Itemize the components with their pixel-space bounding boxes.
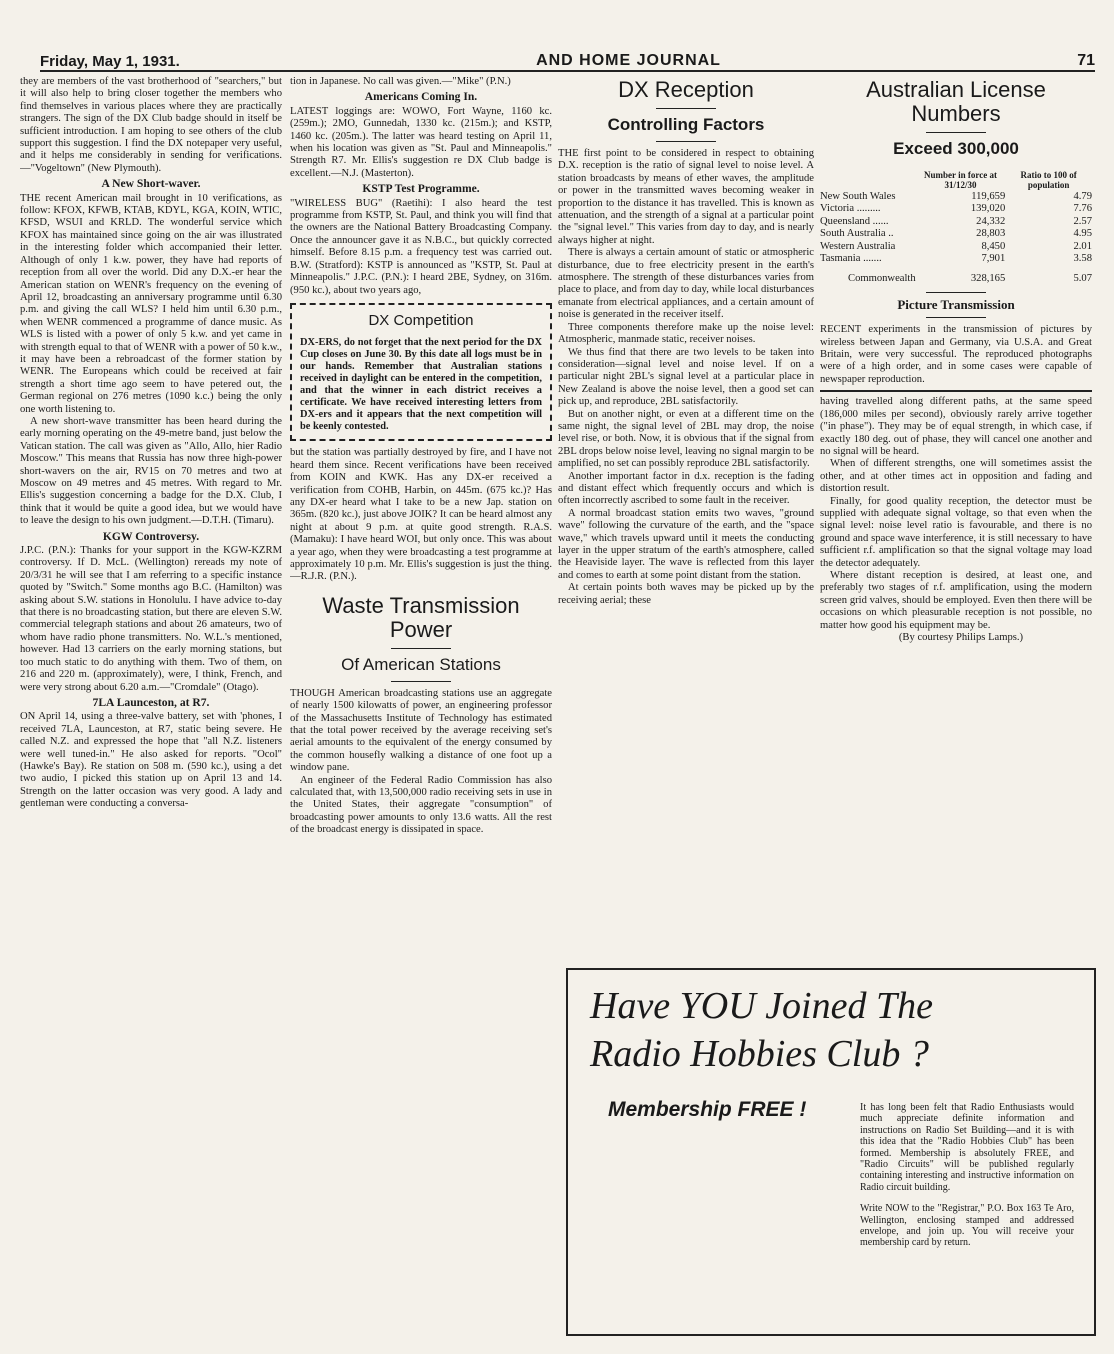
article-text: Another important factor in d.x. reception is the fading and distant effect which frequently occurs and which is often incorrectly ascribed to some fault in the receiver. <box>558 470 814 507</box>
article-headline: Australian License Numbers <box>866 77 1046 126</box>
divider <box>926 292 986 293</box>
license-count: 119,659 <box>971 191 1006 202</box>
journal-title: AND HOME JOURNAL <box>536 52 721 69</box>
table-row <box>820 203 1092 215</box>
section-heading: KSTP Test Programme. <box>362 182 480 196</box>
ad-text: Write NOW to the "Registrar," P.O. Box 163 Te Aro, Wellington, enclosing stamped and addressed envelope, and join up. You will receive your membership card by return. <box>860 1203 1074 1249</box>
article-text: Where distant reception is desired, at least one, and preferably two stages of r.f. amplification, using the modern screen grid valves, should be employed. Even then there will be occasions on which pleasurable reception is not possible, no matter how good his equipment may be. <box>820 569 1092 631</box>
license-ratio: 2.57 <box>1073 215 1092 227</box>
section-heading: KGW Controversy. <box>102 529 200 543</box>
article-text: ON April 14, using a three-valve battery, set with 'phones, I received 7LA, Launceston, at R7, static being severe. He called N.Z. and expressed the hope that "all N.Z. listeners were well tuned-in." He also asked for reports. "Ocol" (Hawke's Bay). Re station on 508 m. (590 kc.), using a det two audio, I picked this station up on April 13 and 14. Strength on the latter occasion was very good. A lady and gentleman were conducting a conversa- <box>20 711 282 810</box>
table-header: Ratio to 100 of population <box>1020 170 1077 190</box>
state-name: New South Wales <box>820 191 896 202</box>
box-title: DX Competition <box>368 311 474 329</box>
page-number: 71 <box>1077 52 1095 69</box>
ad-membership: Membership FREE ! <box>608 1098 807 1121</box>
license-count: 328,165 <box>970 273 1006 285</box>
article-headline: DX Reception <box>618 77 754 102</box>
state-name: Western Australia <box>820 240 896 252</box>
divider <box>656 108 716 109</box>
divider <box>656 141 716 142</box>
table-total-row <box>820 265 1092 285</box>
column-2 <box>290 76 552 1344</box>
license-count: 7,901 <box>981 253 1006 265</box>
radio-hobbies-club-ad <box>566 968 1096 1336</box>
license-table <box>820 169 1092 286</box>
article-text: THE first point to be considered in respect to obtaining D.X. reception is the ratio of signal level to noise level. A station broadcasts by means of ether waves, the amplitude or power in the transmitted waves becoming weaker in proportion to the distance it has travelled. This is known as attenuation, and the strength of a signal at a particular point the "signal level." This varies from day to day, and is nearly always higher at night. <box>558 148 814 246</box>
article-text: J.P.C. (P.N.): Thanks for your support in the KGW-KZRM controversy. If D. McL. (Wellington) rereads my note of 20/3/31 he will see that I am referring to a specific instance quoted by "Switch." Some months ago B.C. (Hamilton) was asking about S.W. stations in Honolulu. I have advice to-day that there is no broadcasting station, but there are eleven S.W. commercial telegraph stations and about 26 amateurs, two of whom have radio phone transmitters. No. W.L.'s mentioned, however. Had 13 carriers on the early morning stations, but too much static to do anything with them. Two of them, on 216 and 220 m. (approximately), were, I think, French, and were very strong about 6.20 a.m.—"Cromdale" (Otago). <box>20 545 282 693</box>
table-row <box>820 241 1092 253</box>
license-ratio: 5.07 <box>1073 273 1092 285</box>
dx-competition-box <box>290 303 552 441</box>
state-name: Tasmania ....... <box>820 253 882 265</box>
license-ratio: 4.79 <box>1073 191 1092 202</box>
article-text: Three components therefore make up the noise level: Atmospheric, manmade static, receiver noises. <box>558 321 814 346</box>
state-name: Victoria ......... <box>820 203 881 215</box>
article-text: tion in Japanese. No call was given.—"Mike" (P.N.) <box>290 76 511 87</box>
article-text: LATEST loggings are: WOWO, Fort Wayne, 1160 kc. (259m.); 2MO, Gunnedah, 1330 kc. (215m.); and KSTP, 1460 kc. (205m.). The latter was heard testing on April 11, when his location was given as "St. Paul and Minneapolis." Strength R7. Mr. Ellis's suggestion re DX Club badge is excellent.—N.J. (Masterton). <box>290 105 552 179</box>
article-text: When of different strengths, one will sometimes assist the other, and at other times act in opposition and fading and distortion result. <box>820 458 1092 495</box>
divider <box>391 681 451 682</box>
ad-body <box>860 1102 1074 1259</box>
article-text: At certain points both waves may be picked up by the receiving aerial; these <box>558 582 814 606</box>
column-1 <box>20 76 282 1344</box>
table-row <box>820 228 1092 240</box>
divider <box>926 132 986 133</box>
divider <box>926 317 986 318</box>
state-name: South Australia .. <box>820 228 894 240</box>
article-text: Finally, for good quality reception, the detector must be supplied with adequate signal voltage, so that even when the signal level: noise level ratio is favourable, and there is no ground and space wave interference, it is still necessary to have sufficient r.f. amplification so that the signal voltage may load the detector adequately. <box>820 495 1092 569</box>
article-text: but the station was partially destroyed by fire, and I have not heard them since. Recent verifications have been received from KOIN and KWK. Has any DX-er received a verification from COHB, Harbin, on 445m. (675 kc.)? Has any DX-er heard what I take to be a new Jap. station on 365m. (820 kc.), just above JOIK? It can be heard almost any night at about 9 p.m. at quite good strength. R.A.S. (Mamaku): I have heard WOI, but only once. This was about a year ago, when they were broadcasting a test programme at approximately 10 p.m. Mr. Ellis's suggestion is just the thing.—R.J.R. (P.N.). <box>290 447 552 583</box>
state-name: Commonwealth <box>848 273 916 285</box>
divider <box>391 648 451 649</box>
issue-date: Friday, May 1, 1931. <box>40 53 180 70</box>
article-credit: (By courtesy Philips Lamps.) <box>898 632 1024 643</box>
section-heading: Picture Transmission <box>897 296 1015 312</box>
article-text: An engineer of the Federal Radio Commission has also calculated that, with 13,500,000 radio receiving sets in use in the United States, their aggregate "consumption" of broadcasting power amounts to only 13.6 watts. All the rest of the broadcast energy is dissipated in space. <box>290 774 552 836</box>
article-subheadline: Of American Stations <box>341 654 501 674</box>
license-ratio: 7.76 <box>1073 203 1092 215</box>
divider <box>820 390 1092 392</box>
article-text: RECENT experiments in the transmission of pictures by wireless between Japan and Germany, via U.S.A. and Great Britain, were very successful. The reproduced photographs were of a high order, and in some cases were capable of newspaper reproduction. <box>820 324 1092 385</box>
section-heading: 7LA Launceston, at R7. <box>92 695 210 709</box>
ad-headline-1: Have YOU Joined The <box>590 985 933 1027</box>
license-ratio: 2.01 <box>1073 240 1092 252</box>
license-ratio: 4.95 <box>1073 228 1092 240</box>
ad-text: It has long been felt that Radio Enthusiasts would much appreciate definite information and instructions on Radio Set Building—and it is with this idea that the "Radio Hobbies Club" has been formed. Membership is absolutely FREE, and "Radio Circuits" will be published regularly containing interesting and instructive information on Radio circuit building. <box>860 1102 1074 1193</box>
article-text: THOUGH American broadcasting stations use an aggregate of nearly 1500 kilowatts of power, an engineering professor of the Massachusetts Institute of Technology has estimated that the total power received by the average receiving set's aerial amounts to the equivalent of the energy consumed by the common housefly walking a distance of one foot up a window pane. <box>290 687 552 774</box>
article-headline: Waste Transmission Power <box>322 592 520 642</box>
table-row <box>820 216 1092 228</box>
state-name: Queensland ...... <box>820 215 889 227</box>
article-text: "WIRELESS BUG" (Raetihi): I also heard the test programme from KSTP, St. Paul, and think you will find that the owners are the National Battery Broadcasting Company. Once the announcer gave it as N.B.C., but quickly corrected himself. Before 8.15 p.m. a frequency test was carried out. B.W. (Stratford): KSTP is announced as "KSTP, St. Paul at Minneapolis." J.P.C. (P.N.): I heard 2BE, Sydney, on 316m. (950 kc.), about two years ago, <box>290 197 552 296</box>
table-row <box>820 191 1092 203</box>
table-header: Number in force at 31/12/30 <box>924 170 997 190</box>
article-text: A new short-wave transmitter has been heard during the early morning operating on the 49-metre band, just below the Vatican station. The call was given as "Allo, Allo, hier Radio Moscow." This means that Russia has now three high-power short-wavers on the air, RV15 on 70 metres and two at Moscow on 49 metres and 45 metres. With regard to Mr. Ellis's suggestion concerning a badge for the D.X. Club, I think that it would be quite a good idea, but we would have to leave the design to his own judgment.—D.T.H. (Timaru). <box>20 415 282 527</box>
article-text: they are members of the vast brotherhood of "searchers," but it will also help to bring closer together the members who find themselves in various places where they are practically strangers. The sign of the DX Club badge should in itself be sufficient introduction. I am hoping to see others of the club support this suggestion. I find the DX notepaper very useful, and it helps me considerably in sending for verifications.—"Vogeltown" (New Plymouth). <box>20 76 282 174</box>
article-subheadline: Exceed 300,000 <box>893 139 1019 158</box>
license-count: 8,450 <box>981 240 1006 252</box>
article-subheadline: Controlling Factors <box>607 115 765 134</box>
article-text: But on another night, or even at a different time on the same night, the signal level of 2BL may drop, the noise level rise, or both. Now, it is obvious that if the signal from 2BL drops below noise level, leaving no signal margin to be amplified, no set can possibly reproduce 2BL satisfactorily. <box>558 408 814 470</box>
section-heading: A New Short-waver. <box>101 177 201 191</box>
license-count: 28,803 <box>976 228 1006 240</box>
box-text: DX-ERS, do not forget that the next period for the DX Cup closes on June 30. By this date all logs must be in our hands. Remember that Australian stations received in daylight can be entered in the competition, and that the winner in each district receives a certificate. We have received interesting letters from DX-ers and it appears that the next competition will be keenly contested. <box>300 337 542 433</box>
license-ratio: 3.58 <box>1073 253 1092 265</box>
license-count: 139,020 <box>970 203 1006 215</box>
column-4 <box>820 76 1092 966</box>
column-3 <box>558 76 814 966</box>
ad-headline-2: Radio Hobbies Club ? <box>590 1033 929 1075</box>
article-text: There is always a certain amount of static or atmospheric disturbance, due to free electricity present in the earth's atmosphere. The strength of these disturbances varies from place to place, and from day to day, while local disturbances emanate from electrical appliances, and a certain amount of noise is generated in the receiver itself. <box>558 247 814 321</box>
article-text: A normal broadcast station emits two waves, "ground wave" following the curvature of the earth, and the "space wave," which travels upward until it meets the conducting layer in the upper stratum of the earth's atmosphere, called the Heaviside layer. The wave is reflected from this layer and comes to earth at some point distant from the station. <box>558 507 814 581</box>
table-row <box>820 253 1092 265</box>
section-heading: Americans Coming In. <box>364 90 478 104</box>
masthead <box>40 44 1095 72</box>
article-text: THE recent American mail brought in 10 verifications, as follow: KFOX, KFWB, KTAB, KDYL, KGA, KOIN, WTIC, KFSD, WSUI and KRLD. The wonderful service which KFOX has maintained since going on the air was illustrated in the interesting folder which accompanied their letter. Although of only 1 k.w. power, they have had reports of reception from all over the world. Did any D.X.-er hear the American station on WENR's frequency on the evening of April 12, broadcasting an anniversary programme until 6.30 p.m. and giving the call WLS? I held him until 6.30 p.m., when WENR commenced a programme of dance music. As WLS is listed with a power of only 5 k.w. and yet came in with strength equal to that of WENR with a power of 50 k.w., it may have been a rebroadcast of the former station by WENR. The Europeans which could be received at fair strength a short time ago seem to have petered out, the German regional on 276 metres (1090 k.c.) being the only one worth listening to. <box>20 192 282 415</box>
license-count: 24,332 <box>976 215 1006 227</box>
article-text: having travelled along different paths, at the same speed (186,000 miles per second), obviously rarely arrive together ("in phase"). They may be of equal strength, in which case, if exactly 180 deg. out of phase, they will cancel one another and no signal will be heard. <box>820 396 1092 457</box>
article-text: We thus find that there are two levels to be taken into consideration—signal level and noise level. If on a particular night 2BL's signal level at a particular place in New Zealand is above the noise level, then a good set can pick up, and reproduce, 2BL satisfactorily. <box>558 346 814 408</box>
